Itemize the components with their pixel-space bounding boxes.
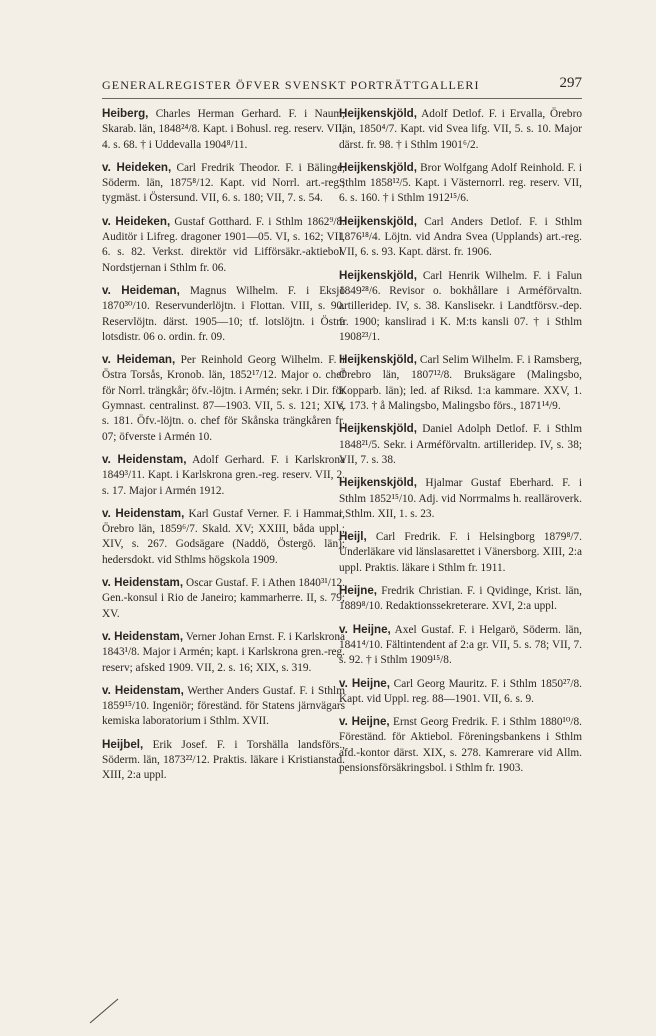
entry-surname: v. Heidenstam,: [102, 506, 185, 520]
entry-surname: v. Heidenstam,: [102, 576, 184, 590]
register-entry: [339, 622, 582, 669]
entry-details: Oscar Gustaf. F. i Athen 1840³¹/12. Gen.-konsul i Rio de Janeiro; kammarherre. II, s. 79; XV.: [102, 577, 345, 620]
entry-details: Erik Josef. F. i Torshälla landsförs., Söderm. län, 1873²²/12. Praktis. läkare i Kristianstad. XIII, 2:a uppl.: [102, 738, 345, 782]
entry-details: Verner Johan Ernst. F. i Karlskrona 1843¹/8. Major i Armén; kapt. i Karlskrona gren.-reg. reserv; afsked 1909. VII, 2. s. 16; XIX, s. 319.: [102, 630, 345, 674]
header-title: GENERALREGISTER ÖFVER SVENSKT PORTRÄTTGALLERI: [102, 78, 480, 92]
entry-surname: v. Heideken,: [102, 160, 172, 174]
entry-surname: Heiberg,: [102, 107, 149, 120]
entry-surname: v. Heijne,: [339, 622, 391, 636]
entry-surname: Heijne,: [339, 584, 378, 598]
entry-surname: v. Heideman,: [102, 353, 176, 367]
register-entry: [102, 737, 345, 784]
entry-surname: Heijkenskjöld,: [339, 160, 417, 174]
register-entry: [102, 452, 345, 499]
entry-details: Axel Gustaf. F. i Helgarö, Söderm. län, 1841⁴/10. Fältintendent af 2:a gr. VII, 5. s. 78; VII, 7. s. 92. † i Sthlm 1909¹⁵/8.: [339, 623, 582, 667]
register-entry: [339, 583, 582, 615]
register-entry: [339, 160, 582, 207]
register-entry: [102, 106, 345, 153]
register-entry: [339, 214, 582, 261]
register-entry: [102, 506, 345, 568]
entry-details: Bror Wolfgang Adolf Reinhold. F. i Sthlm 1858¹²/5. Kapt. i Västernorrl. reg. reserv. VII, 6. s. 160. † i Sthlm 1912¹⁵/6.: [339, 161, 582, 205]
left-column: [102, 106, 345, 791]
entry-details: Karl Gustaf Verner. F. i Hammar, Örebro län, 1859⁶/7. Skald. XV; XXIII, båda uppl.; XIV, s. 267. Godsägare (Naddö, Östergö. län); hedersdokt. vid Sthlms högskola 1909.: [102, 507, 345, 566]
entry-surname: v. Heidenstam,: [102, 452, 187, 466]
register-entry: [102, 283, 345, 345]
entry-details: Carl Fredrik. F. i Helsingborg 1879⁸/7. Underläkare vid länslasarettet i Vänersborg. XIII, 2:a uppl. Praktis. läkare i Sthlm fr. 1911.: [339, 531, 582, 574]
register-entry: [339, 475, 582, 522]
entry-details: Charles Herman Gerhard. F. i Naum, Skarab. län, 1848²⁴/8. Kapt. i Bohusl. reg. reserv. VII, 4. s. 68. † i Uddevalla 1904⁸/11.: [102, 108, 345, 151]
pencil-mark: [88, 995, 122, 1025]
page-number: 297: [559, 75, 582, 91]
entry-details: Werther Anders Gustaf. F. i Sthlm 1859¹⁵/10. Ingeniör; föreständ. för Statens järnvägars kemiska laboratorium i Sthlm. XVII.: [102, 684, 345, 728]
register-entry: [339, 676, 582, 708]
register-entry: [102, 214, 345, 276]
entry-surname: Heijkenskjöld,: [339, 353, 417, 367]
register-entry: [102, 352, 345, 445]
entry-surname: v. Heijne,: [339, 715, 390, 729]
entry-details: Hjalmar Gustaf Eberhard. F. i Sthlm 1852¹⁵/10. Adj. vid Norrmalms h. realläroverk. i Sthlm. XII, 1. s. 23.: [339, 477, 582, 520]
entry-details: Carl Anders Detlof. F. i Sthlm 1876¹⁸/4. Löjtn. vid Andra Svea (Upplands) art.-reg. VII, 6. s. 93. Kapt. därst. fr. 1906.: [339, 215, 582, 259]
entry-details: Per Reinhold Georg Wilhelm. F. i Östra Torsås, Kronob. län, 1852¹⁷/12. Major o. chef för Norrl. trängkår; öfv.-löjtn. i Armén; sekr. i Dir. för Gymnast. centralinst. 87—1903. VII, 5. s. 121; XIV, s. 181. Öfv.-löjtn. o. chef för Skånska trängkåren fr. 07; öfverste i Armén 10.: [102, 354, 345, 443]
entry-details: Carl Fredrik Theodor. F. i Bälinge, Söderm. län, 1875⁸/12. Kapt. vid Norrl. art.-reg.; tygmäst. i Östersund. VII, 6. s. 180; VII, 7. s. 54.: [102, 161, 345, 205]
entry-surname: v. Heidenstam,: [102, 683, 184, 697]
entry-surname: Heijkenskjöld,: [339, 107, 417, 120]
right-column: [339, 106, 582, 783]
entry-surname: v. Heideman,: [102, 283, 180, 297]
register-entry: [339, 106, 582, 153]
entry-details: Daniel Adolph Detlof. F. i Sthlm 1848²¹/5. Sekr. i Arméförvaltn. artilleridep. IV, s. 38; VII, 7. s. 38.: [339, 423, 582, 466]
register-entry: [339, 352, 582, 414]
register-entry: [339, 714, 582, 776]
running-header: [102, 75, 582, 99]
entry-surname: Heijbel,: [102, 737, 144, 751]
entry-surname: Heijkenskjöld,: [339, 214, 417, 228]
register-entry: [102, 629, 345, 676]
register-entry: [102, 683, 345, 730]
entry-surname: Heijkenskjöld,: [339, 422, 417, 436]
register-entry: [102, 160, 345, 207]
register-entry: [339, 421, 582, 468]
entry-details: Magnus Wilhelm. F. i Eksjö 1870³⁰/10. Reservunderlöjtn. i Flottan. VIII, s. 90. Reservlöjtn. därst. 1905—10; tf. lotslöjtn. i Östra lotsdistr. 06 o. ordin. fr. 09.: [102, 284, 345, 343]
entry-surname: v. Heidenstam,: [102, 629, 184, 643]
entry-surname: Heijkenskjöld,: [339, 268, 417, 282]
entry-details: Adolf Detlof. F. i Ervalla, Örebro län, 1850⁴/7. Kapt. vid Svea lifg. VII, 5. s. 10. Major därst. fr. 98. † i Sthlm 1901⁶/2.: [339, 108, 582, 151]
entry-details: Gustaf Gotthard. F. i Sthlm 1862⁹/8. Auditör i Lifreg. dragoner 1901—05. VI, s. 162; VII, 6. s. 82. Verkst. direktör vid Lifförsäkr.-aktiebol. Nordstjernan i Sthlm fr. 06.: [102, 215, 345, 274]
entry-surname: Heijl,: [339, 530, 367, 544]
entry-surname: Heijkenskjöld,: [339, 476, 417, 490]
entry-details: Adolf Gerhard. F. i Karlskrona 1849³/11. Kapt. i Karlskrona gren.-reg. reserv. VII, 2. s. 17. Major i Armén 1912.: [102, 453, 345, 497]
register-entry: [102, 575, 345, 622]
entry-details: Carl Georg Mauritz. F. i Sthlm 1850²⁷/8. Kapt. vid Uppl. reg. 88—1901. VII, 6. s. 9.: [339, 677, 582, 705]
entry-details: Carl Selim Wilhelm. F. i Ramsberg, Örebro län, 1807¹²/8. Bruksägare (Malingsbo, Kopparb. län); led. af Riksd. 1:a kammare. XXV, 1. s. 173. † å Malingsbo, Malingsbo förs., 1871¹⁴/9.: [339, 354, 582, 413]
entry-details: Carl Henrik Wilhelm. F. i Falun 1849²⁸/6. Revisor o. bokhållare i Arméförvaltn. artilleridep. IV, s. 38. Kanslisekr. i Landtförsv.-dep. fr. 1900; kanslirad i K. M:ts kansli 07. † i Sthlm 1908²³/1.: [339, 269, 582, 343]
register-entry: [339, 529, 582, 576]
entry-surname: v. Heideken,: [102, 214, 171, 228]
register-entry: [339, 268, 582, 345]
entry-surname: v. Heijne,: [339, 676, 390, 690]
entry-details: Ernst Georg Fredrik. F. i Sthlm 1880¹⁰/8. Föreständ. för Aktiebol. Föreningsbankens i Sthlm afd.-kontor därst. XIX, s. 278. Kamrerare vid Allm. pensionsförsäkringsbol. i Sthlm fr. 1903.: [339, 716, 582, 774]
entry-details: Fredrik Christian. F. i Qvidinge, Krist. län, 1889⁸/10. Redaktionssekreterare. XVI, 2:a uppl.: [339, 585, 582, 613]
